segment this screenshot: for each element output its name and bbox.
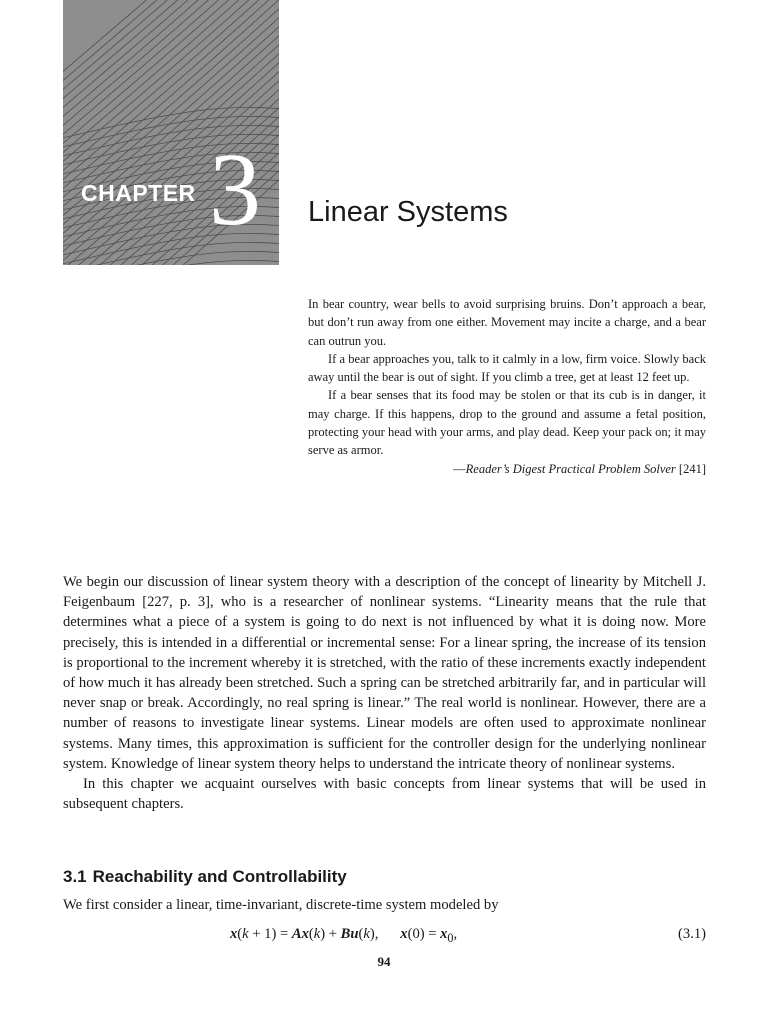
- attribution-ref: [241]: [678, 461, 706, 476]
- epigraph-paragraph: If a bear senses that its food may be stolen or that its cub is in danger, it may charge. If this happens, drop to the ground and assume a fetal position, protecting your head with your arms, and play dead. Keep your pack on; it may serve as armor.: [308, 388, 706, 458]
- body-paragraph: We begin our discussion of linear system theory with a description of the concept of linearity by Mitchell J. Feigenbaum [227, p. 3], who is a researcher of nonlinear systems. “Linearity means that the rule that determines what a piece of a system is going to do next is not influenced by what it is doing now. More precisely, this is intended in a differential or incremental sense: For a linear spring, the increase of its tension is proportional to the increment whereby it is stretched, with the ratio of these increments exactly independent of how much it has already been stretched. Such a spring can be stretched arbitrarily far, and in particular will never snap or break. Accordingly, no real spring is linear.” The real world is nonlinear. However, there are a number of reasons to investigate linear systems. Linear models are often used to approximate nonlinear systems. Many times, this approximation is sufficient for the controller design for the underlying nonlinear system. Knowledge of linear system theory helps to understand the intricate theory of nonlinear systems.: [63, 574, 706, 772]
- chapter-number: 3: [209, 132, 261, 247]
- epigraph-paragraph: If a bear approaches you, talk to it calmly in a low, firm voice. Slowly back away until the bear is out of sight. If you climb a tree, get at least 12 feet up.: [308, 351, 706, 385]
- flow-line: [63, 251, 279, 265]
- flow-line: [63, 0, 279, 107]
- flow-line: [63, 0, 279, 143]
- section-title: Reachability and Controllability: [92, 867, 347, 886]
- section-number: 3.1: [63, 867, 87, 886]
- chapter-title: Linear Systems: [308, 196, 508, 228]
- attribution-source: Reader’s Digest Practical Problem Solver: [465, 461, 676, 476]
- body-text: [63, 572, 706, 814]
- chapter-art-panel: [63, 0, 279, 265]
- section-heading: [63, 867, 353, 887]
- epigraph: [308, 295, 706, 478]
- equation-number: (3.1): [678, 926, 706, 942]
- epigraph-paragraph: In bear country, wear bells to avoid surprising bruins. Don’t approach a bear, but don’t run away from one either. Movement may incite a charge, and a bear can outrun you.: [308, 297, 706, 348]
- epigraph-attribution: —Reader’s Digest Practical Problem Solver [241]: [453, 461, 706, 476]
- flow-line: [63, 260, 279, 265]
- equation-expression: x(k + 1) = Ax(k) + Bu(k), $x(0) = x_0$,: [230, 926, 458, 945]
- flow-line: [63, 0, 279, 89]
- equation: [63, 926, 706, 948]
- section-intro: We first consider a linear, time-invariant, discrete-time system modeled by: [63, 897, 499, 913]
- flow-line: [63, 0, 279, 116]
- body-paragraph: In this chapter we acquaint ourselves with basic concepts from linear systems that will be used in subsequent chapters.: [63, 776, 706, 813]
- flow-line: [63, 0, 279, 152]
- page-number: 94: [377, 954, 391, 969]
- chapter-label: CHAPTER: [81, 180, 196, 206]
